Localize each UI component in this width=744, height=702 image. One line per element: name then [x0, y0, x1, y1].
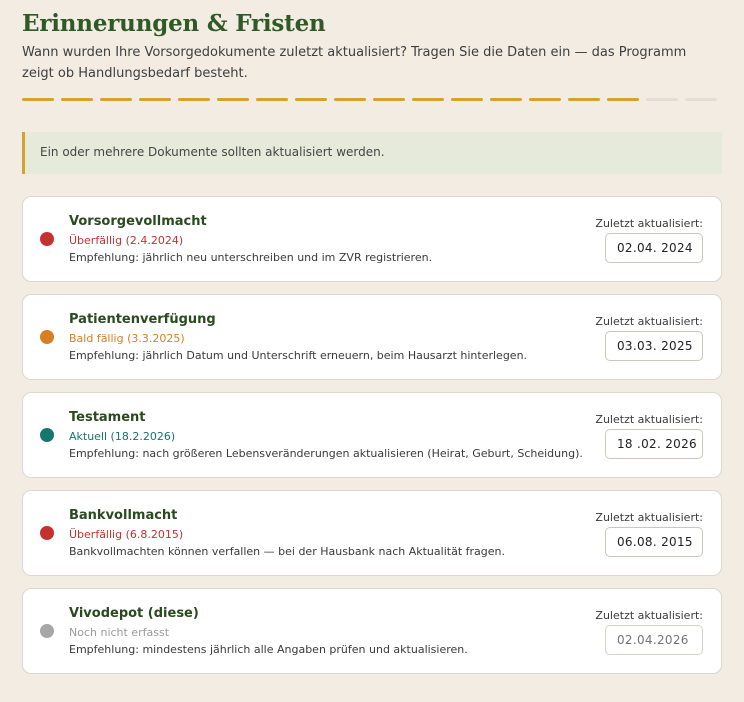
document-name: Patientenverfügung	[69, 312, 216, 327]
status-dot-current-icon	[40, 428, 54, 442]
progress-step-pending	[646, 98, 678, 101]
progress-step-complete	[61, 98, 93, 101]
progress-step-pending	[685, 98, 717, 101]
progress-step-complete	[568, 98, 600, 101]
progress-step-complete	[529, 98, 561, 101]
page-subtitle: Wann wurden Ihre Vorsorgedokumente zuletzt aktualisiert? Tragen Sie die Daten ein — das Programm zeigt ob Handlungsbedarf besteht.	[22, 45, 687, 81]
progress-step-complete	[217, 98, 249, 101]
document-card-testament	[22, 392, 722, 478]
document-recommendation: Empfehlung: jährlich Datum und Unterschrift erneuern, beim Hausarzt hinterlegen.	[69, 349, 528, 362]
document-card-bankvollmacht	[22, 490, 722, 576]
warning-banner-text: Ein oder mehrere Dokumente sollten aktualisiert werden.	[40, 145, 385, 159]
progress-step-complete	[100, 98, 132, 101]
date-field-label: Zuletzt aktualisiert:	[595, 609, 703, 622]
date-field-label: Zuletzt aktualisiert:	[595, 315, 703, 328]
document-name: Bankvollmacht	[69, 508, 178, 523]
status-dot-due-soon-icon	[40, 330, 54, 344]
progress-step-complete	[22, 98, 54, 101]
page-title: Erinnerungen & Fristen	[22, 10, 326, 37]
document-list	[22, 196, 722, 674]
progress-step-complete	[178, 98, 210, 101]
date-field-label: Zuletzt aktualisiert:	[595, 511, 703, 524]
date-field-label: Zuletzt aktualisiert:	[595, 413, 703, 426]
status-dot-not-recorded-icon	[40, 624, 54, 638]
document-status: Überfällig (6.8.2015)	[69, 528, 184, 541]
progress-step-complete	[451, 98, 483, 101]
last-updated-date-input[interactable]	[605, 331, 703, 361]
status-dot-overdue-icon	[40, 232, 54, 246]
progress-step-complete	[334, 98, 366, 101]
progress-step-complete	[295, 98, 327, 101]
progress-step-complete	[490, 98, 522, 101]
document-recommendation: Empfehlung: mindestens jährlich alle Angaben prüfen und aktualisieren.	[69, 643, 468, 656]
last-updated-date-input[interactable]	[605, 625, 703, 655]
document-recommendation: Empfehlung: jährlich neu unterschreiben und im ZVR registrieren.	[69, 251, 433, 264]
last-updated-date-input[interactable]	[605, 527, 703, 557]
document-name: Vorsorgevollmacht	[69, 214, 207, 229]
document-card-vorsorgevollmacht	[22, 196, 722, 282]
document-name: Testament	[69, 410, 146, 425]
progress-step-complete	[373, 98, 405, 101]
document-status: Aktuell (18.2.2026)	[69, 430, 176, 443]
document-card-vivodepot	[22, 588, 722, 674]
document-recommendation: Bankvollmachten können verfallen — bei der Hausbank nach Aktualität fragen.	[69, 545, 505, 558]
document-name: Vivodepot (diese)	[69, 606, 199, 621]
last-updated-date-input[interactable]	[605, 233, 703, 263]
document-status: Bald fällig (3.3.2025)	[69, 332, 185, 345]
last-updated-date-input[interactable]	[605, 429, 703, 459]
document-status: Überfällig (2.4.2024)	[69, 234, 184, 247]
document-card-patientenverfuegung	[22, 294, 722, 380]
warning-banner	[22, 132, 722, 174]
date-field-label: Zuletzt aktualisiert:	[595, 217, 703, 230]
status-dot-overdue-icon	[40, 526, 54, 540]
document-status: Noch nicht erfasst	[69, 626, 170, 639]
document-recommendation: Empfehlung: nach größeren Lebensveränderungen aktualisieren (Heirat, Geburt, Scheidung).	[69, 447, 583, 460]
progress-step-complete	[412, 98, 444, 101]
progress-step-complete	[139, 98, 171, 101]
progress-step-complete	[256, 98, 288, 101]
progress-step-complete	[607, 98, 639, 101]
progress-bar	[22, 98, 722, 101]
